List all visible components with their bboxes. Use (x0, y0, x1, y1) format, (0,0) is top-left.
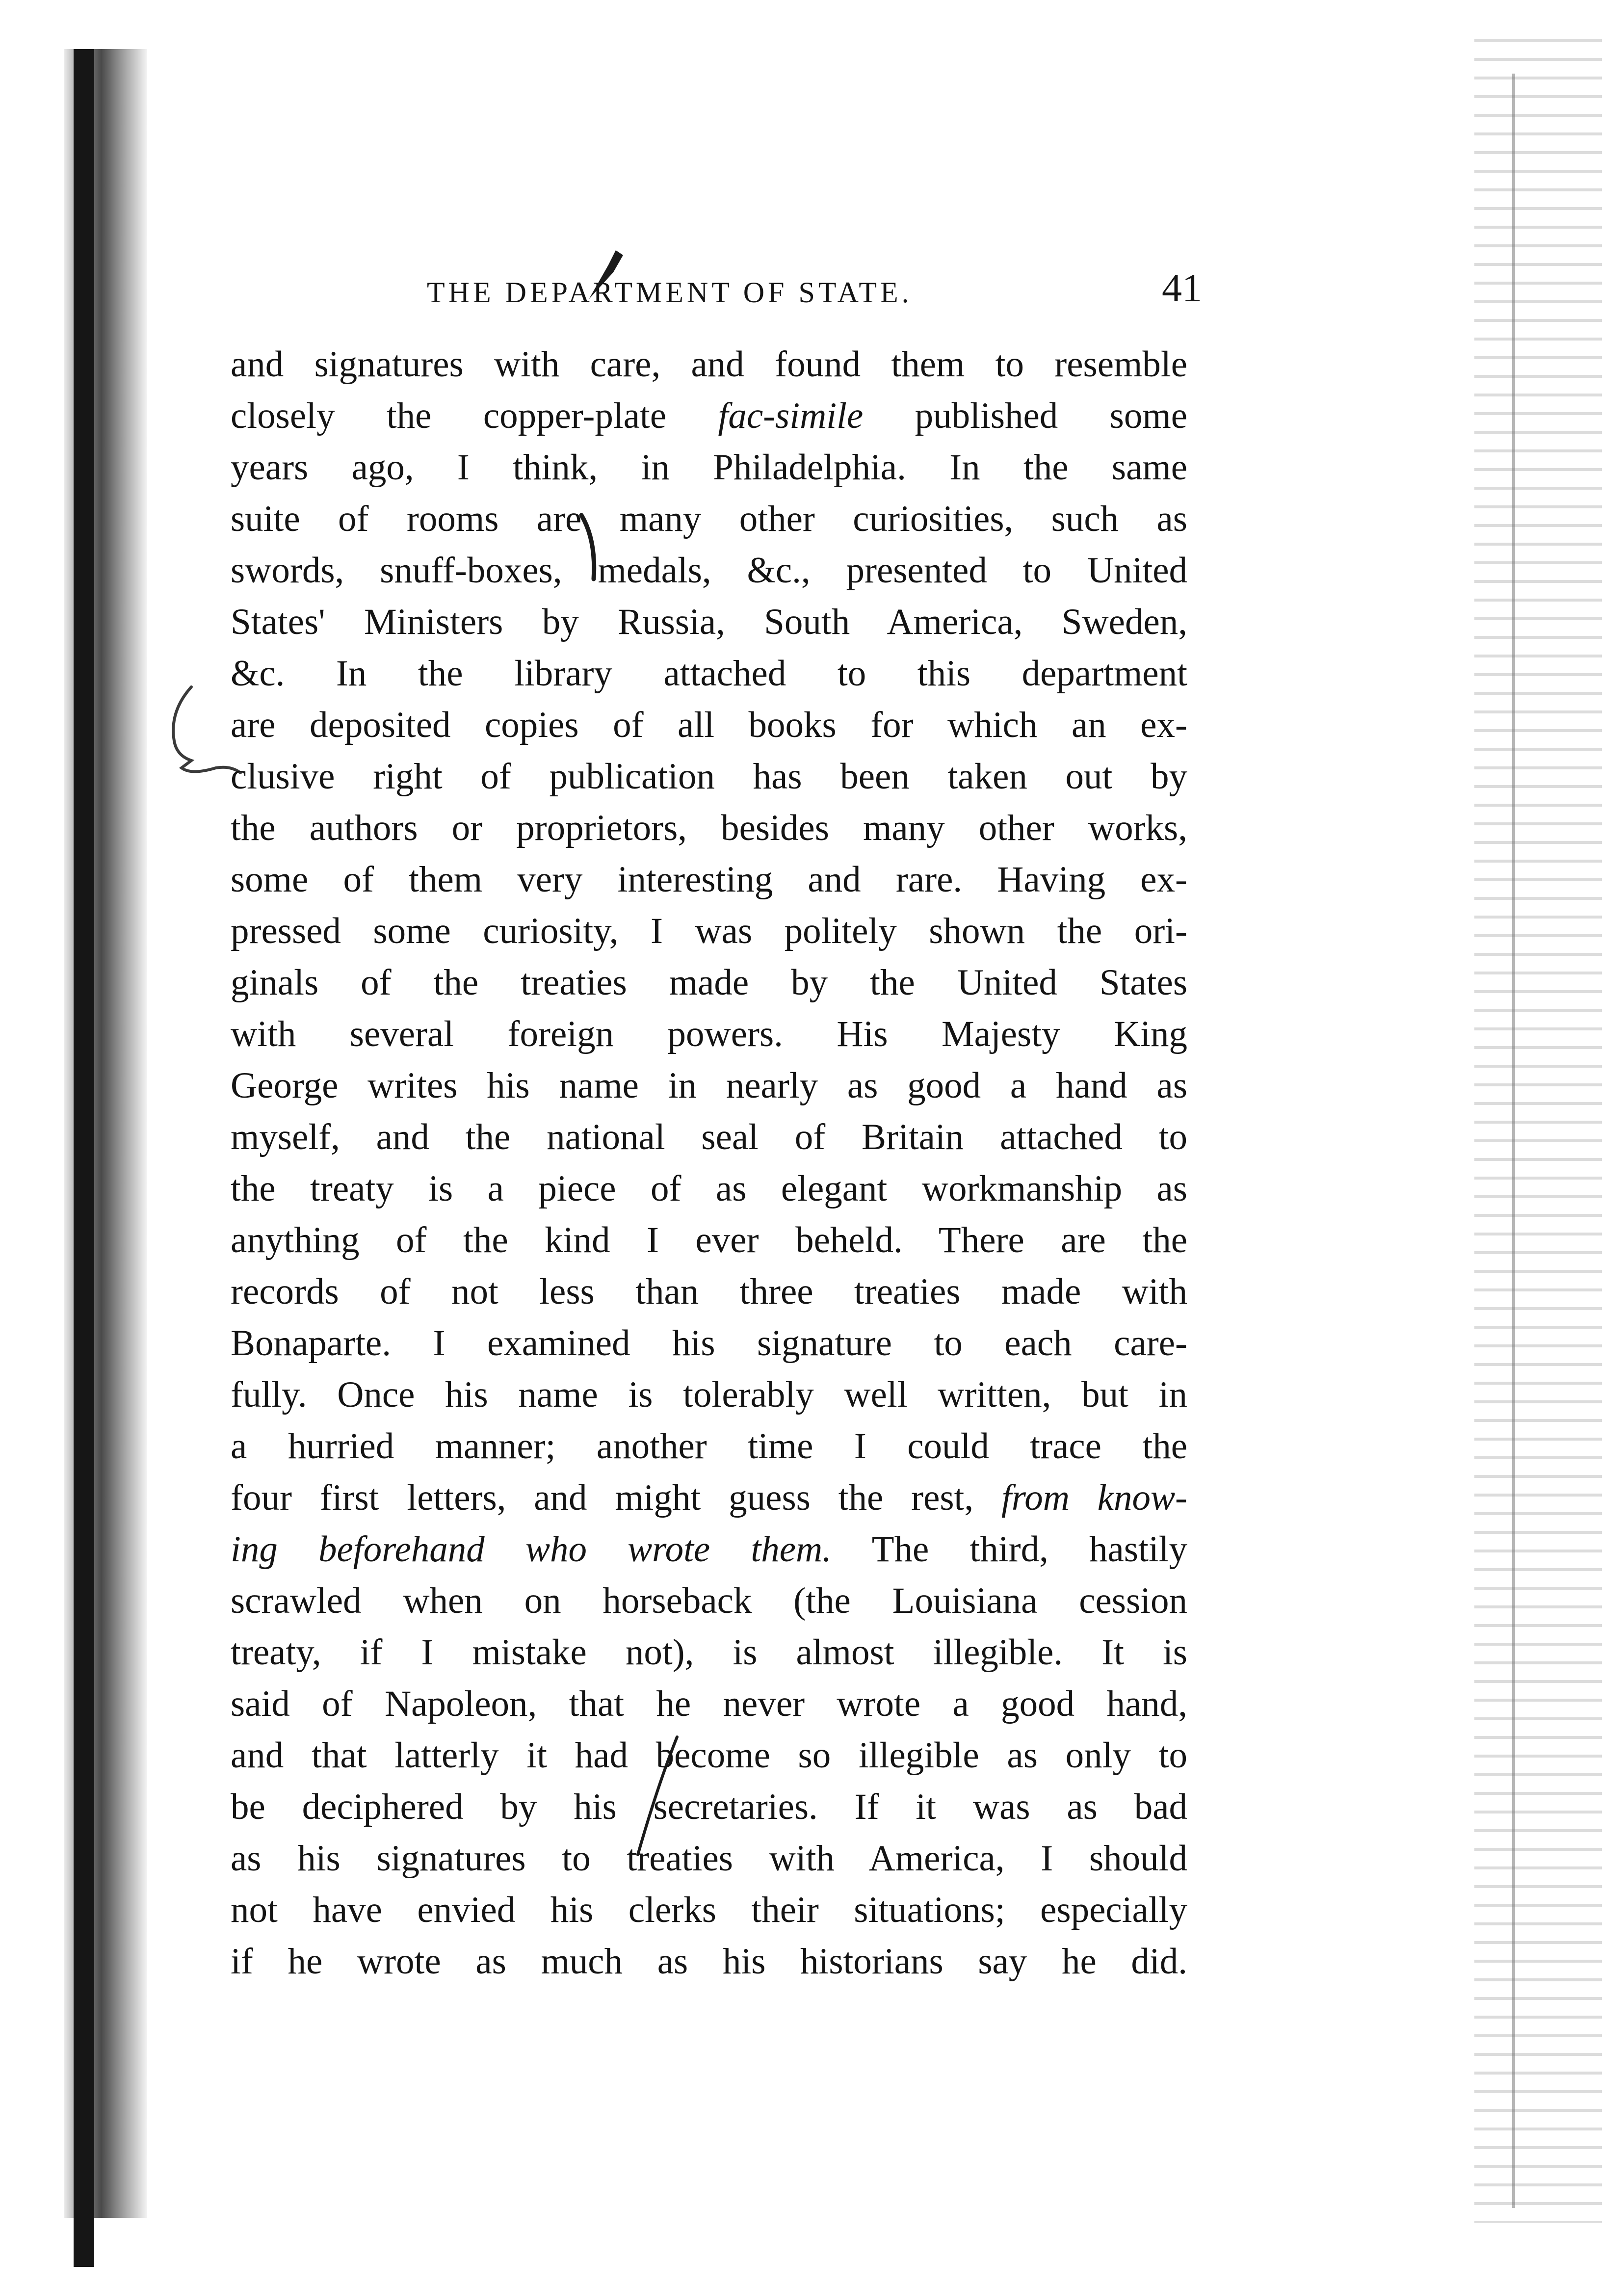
text-segment: if he wrote as much as his historians say he did. (231, 1941, 1187, 1982)
text-line (231, 957, 1187, 1008)
text-segment: a hurried manner; another time I could trace the (231, 1426, 1187, 1467)
text-segment: States' Ministers by Russia, South America, Sweden, (231, 602, 1187, 642)
text-segment: myself, and the national seal of Britain attached to (231, 1117, 1187, 1157)
text-line (231, 1678, 1187, 1730)
text-line (231, 1524, 1187, 1575)
body-text (231, 339, 1187, 1987)
text-segment: the authors or proprietors, besides many other works, (231, 808, 1187, 848)
text-segment: George writes his name in nearly as good a hand as (231, 1065, 1187, 1106)
text-line (231, 1111, 1187, 1163)
text-segment: as his signatures to treaties with America, I should (231, 1838, 1187, 1879)
italic-segment: from know- (1001, 1477, 1187, 1518)
text-line (231, 1008, 1187, 1060)
text-line (231, 1060, 1187, 1111)
text-line (231, 1317, 1187, 1369)
text-segment: are deposited copies of all books for which an ex- (231, 705, 1187, 745)
page-edge-speckle (1474, 39, 1602, 2223)
text-line (231, 648, 1187, 699)
text-segment: ginals of the treaties made by the United States (231, 962, 1187, 1003)
text-segment: with several foreign powers. His Majesty King (231, 1014, 1187, 1054)
text-line (231, 1833, 1187, 1884)
book-spine-edge (74, 49, 94, 2267)
text-segment: Bonaparte. I examined his signature to each care- (231, 1323, 1187, 1364)
text-segment: The third, hastily (831, 1529, 1187, 1570)
text-segment: published some (863, 395, 1187, 436)
text-segment: and that latterly it had become so illegible as only to (231, 1735, 1187, 1776)
page-edge-line (1512, 74, 1515, 2208)
text-segment: and signatures with care, and found them to resemble (231, 344, 1187, 385)
text-segment: the treaty is a piece of as elegant workmanship as (231, 1168, 1187, 1209)
text-line (231, 854, 1187, 905)
text-segment: suite of rooms are many other curiosities, such as (231, 499, 1187, 539)
text-line (231, 493, 1187, 545)
text-line (231, 1266, 1187, 1317)
running-head: THE DEPARTMENT OF STATE. (427, 276, 913, 309)
text-segment: be deciphered by his secretaries. If it was as bad (231, 1787, 1187, 1827)
text-line (231, 442, 1187, 493)
text-segment: some of them very interesting and rare. Having ex- (231, 859, 1187, 900)
text-line (231, 390, 1187, 442)
text-segment: pressed some curiosity, I was politely shown the ori- (231, 911, 1187, 951)
text-segment: treaty, if I mistake not), is almost illegible. It is (231, 1632, 1187, 1673)
text-line (231, 1730, 1187, 1781)
text-line (231, 905, 1187, 957)
text-line (231, 1369, 1187, 1420)
text-segment: anything of the kind I ever beheld. There are the (231, 1220, 1187, 1261)
page-header (427, 265, 1202, 319)
text-segment: scrawled when on horseback (the Louisiana cession (231, 1580, 1187, 1621)
text-segment: four first letters, and might guess the rest, (231, 1477, 1001, 1518)
text-line (231, 339, 1187, 390)
text-line (231, 1936, 1187, 1987)
text-line (231, 1627, 1187, 1678)
text-segment: not have envied his clerks their situations; especially (231, 1890, 1187, 1930)
text-segment: &c. In the library attached to this department (231, 653, 1187, 694)
text-line (231, 1163, 1187, 1214)
text-line (231, 1472, 1187, 1524)
text-segment: swords, snuff-boxes, medals, &c., presented to United (231, 550, 1187, 591)
text-segment: said of Napoleon, that he never wrote a good hand, (231, 1683, 1187, 1724)
text-segment: years ago, I think, in Philadelphia. In the same (231, 447, 1187, 488)
text-line (231, 802, 1187, 854)
text-line (231, 1781, 1187, 1833)
text-line (231, 1420, 1187, 1472)
text-line (231, 699, 1187, 751)
text-segment: closely the copper-plate (231, 395, 718, 436)
text-line (231, 596, 1187, 648)
text-line (231, 545, 1187, 596)
page-number: 41 (1162, 265, 1202, 310)
text-segment: fully. Once his name is tolerably well written, but in (231, 1374, 1187, 1415)
italic-segment: ing beforehand who wrote them. (231, 1529, 832, 1570)
pen-mark-header (579, 245, 633, 304)
text-line (231, 1884, 1187, 1936)
text-line (231, 1575, 1187, 1627)
text-segment: records of not less than three treaties made with (231, 1271, 1187, 1312)
text-line (231, 1214, 1187, 1266)
italic-segment: fac-simile (718, 395, 864, 436)
text-segment: clusive right of publication has been taken out by (231, 756, 1187, 797)
text-line (231, 751, 1187, 802)
